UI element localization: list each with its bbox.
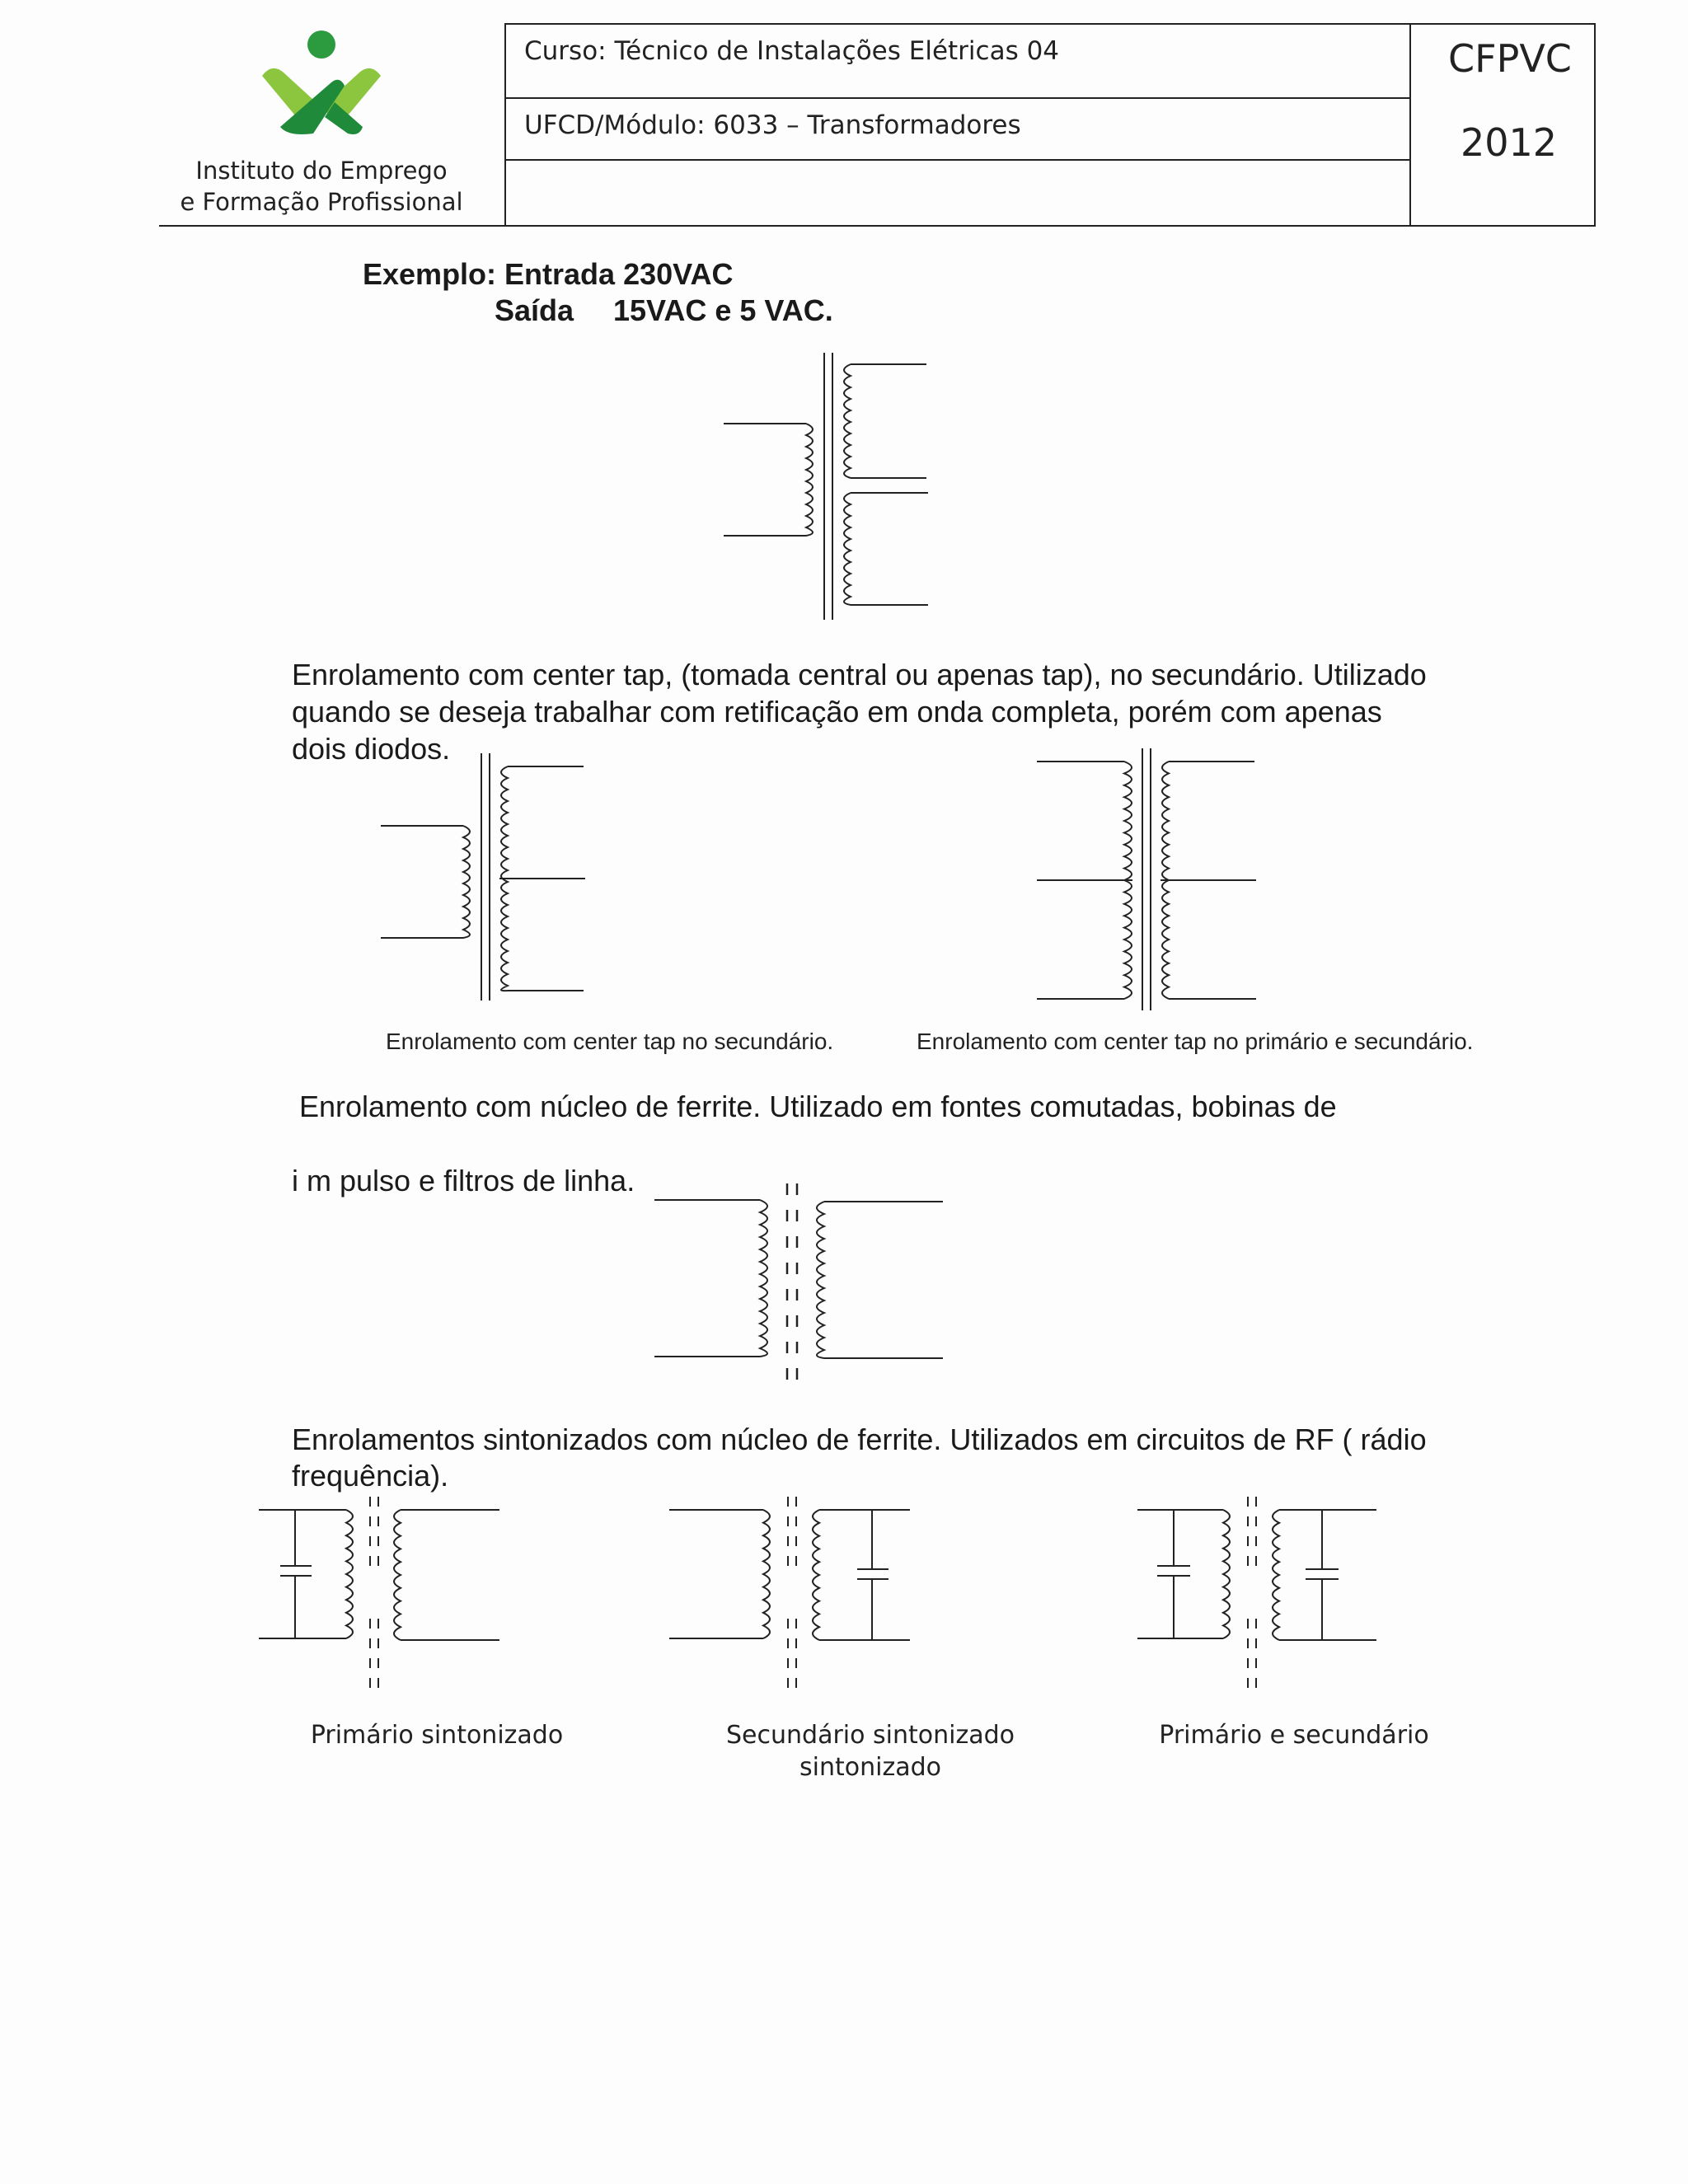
tuned-line-1: Enrolamentos sintonizados com núcleo de ferrite. Utilizados em circuitos de RF ( rádio bbox=[292, 1422, 1427, 1456]
center-tap-line-1: Enrolamento com center tap, (tomada central ou apenas tap), no secundário. Utilizado bbox=[292, 658, 1427, 691]
center-tap-line-2: quando se deseja trabalhar com retificação em onda completa, porém com apenas bbox=[292, 695, 1382, 729]
example-output-label: Saída bbox=[495, 293, 574, 327]
institution-line-2: e Formação Profissional bbox=[180, 188, 463, 216]
caption-secondary-tuned bbox=[706, 1721, 1035, 1782]
center-tap-line-3: dois diodos. bbox=[292, 732, 451, 766]
org-code: CFPVC bbox=[1448, 36, 1572, 81]
caption-center-tap-primary-secondary: Enrolamento com center tap no primário e secundário. bbox=[917, 1029, 1474, 1054]
caption-secondary-tuned-line-2: sintonizado bbox=[799, 1753, 941, 1782]
ferrite-line-2: i m pulso e filtros de linha. bbox=[292, 1164, 635, 1197]
institution-line-1: Instituto do Emprego bbox=[195, 157, 448, 185]
caption-secondary-tuned-line-1: Secundário sintonizado bbox=[726, 1721, 1015, 1750]
caption-primary-secondary-tuned: Primário e secundário bbox=[1159, 1721, 1429, 1750]
ferrite-line-1: Enrolamento com núcleo de ferrite. Utilizado em fontes comutadas, bobinas de bbox=[299, 1090, 1337, 1123]
course-title: Curso: Técnico de Instalações Elétricas 04 bbox=[524, 36, 1060, 66]
caption-primary-tuned: Primário sintonizado bbox=[310, 1721, 564, 1750]
example-heading: Exemplo: Entrada 230VAC bbox=[363, 257, 734, 291]
example-output-value: 15VAC e 5 VAC. bbox=[613, 293, 833, 327]
module-title: UFCD/Módulo: 6033 – Transformadores bbox=[524, 110, 1021, 140]
year: 2012 bbox=[1461, 120, 1558, 165]
caption-center-tap-secondary: Enrolamento com center tap no secundário. bbox=[386, 1029, 834, 1054]
tuned-line-2: frequência). bbox=[292, 1459, 449, 1493]
